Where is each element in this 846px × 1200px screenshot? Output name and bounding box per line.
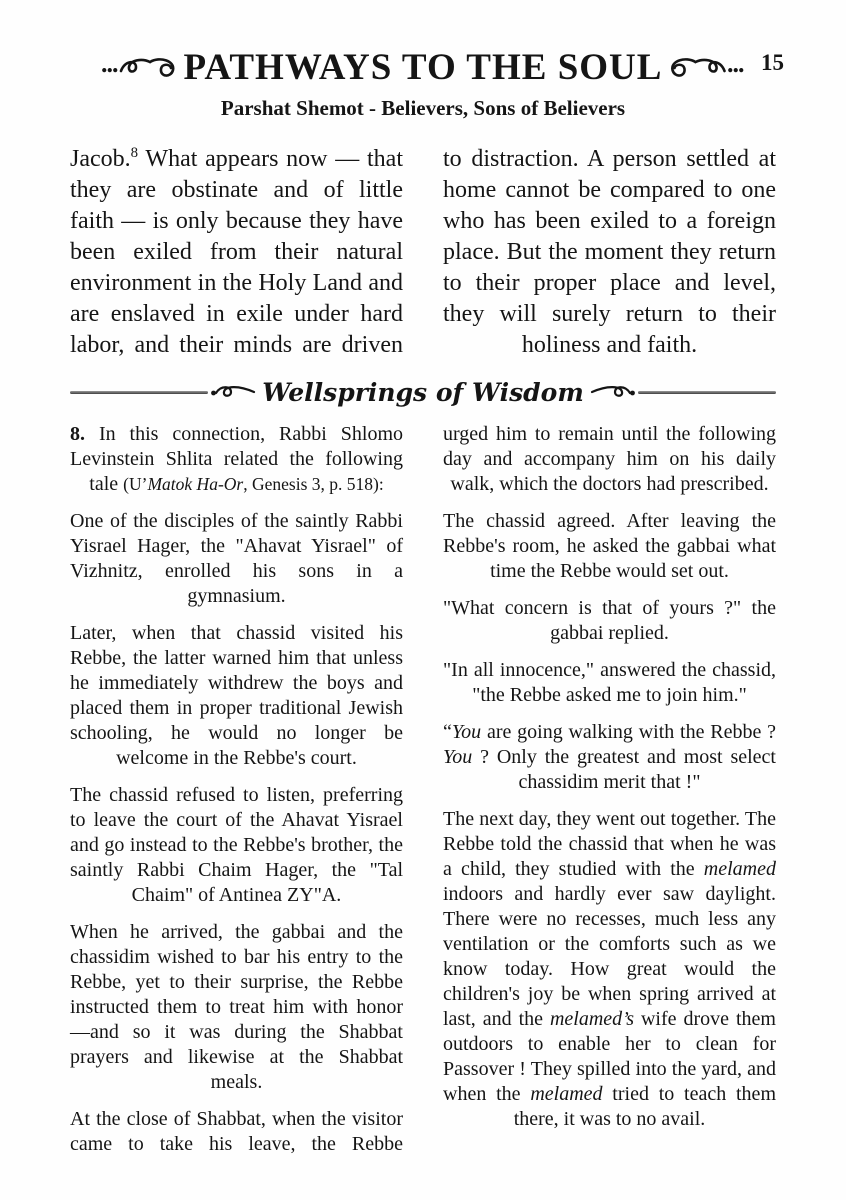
footnote-paragraph [70, 783, 403, 908]
text-run: 8. [70, 423, 85, 445]
footnote-left-column [70, 422, 403, 1169]
swirl-icon [590, 383, 636, 403]
page-title: PATHWAYS TO THE SOUL [183, 46, 663, 88]
text-run: The chassid agreed. After leaving the Rebbe's room, he asked the gabbai what time the Rebbe would set out. [443, 510, 776, 582]
text-run: melamed [530, 1083, 603, 1105]
flourish-right-icon [668, 51, 745, 83]
ornament-dots: ... [728, 49, 745, 78]
text-run: are going walking with the Rebbe ? [481, 721, 776, 743]
main-left-column [70, 144, 403, 361]
text-run: Jacob. [70, 146, 131, 172]
divider-title: Wellsprings of Wisdom [262, 378, 584, 407]
swirl-icon [210, 383, 256, 403]
paragraph [443, 144, 776, 361]
footnote-paragraph [443, 807, 776, 1132]
text-run: When he arrived, the gabbai and the chassidim wished to bar his entry to the Rebbe, yet to their surprise, the Rebbe instructed them to treat him with honor—and so it was during the Shabbat prayers and likewise at the Shabbat meals. [70, 921, 403, 1093]
footnote-paragraph [70, 509, 403, 609]
footnote-paragraph [443, 596, 776, 646]
text-run: The chassid refused to listen, preferring to leave the court of the Ahavat Yisrael and go instead to the Rebbe's brother, the saintly Rabbi Chaim Hager, the "Tal Chaim" of Antinea ZY"A. [70, 784, 403, 906]
footnote-paragraph [70, 422, 403, 497]
page-subtitle: Parshat Shemot - Believers, Sons of Believers [220, 96, 626, 120]
text-run: "What concern is that of yours ?" the gabbai replied. [443, 597, 776, 644]
text-run: The next day, they went out together. The Rebbe told the chassid that when he was a child, they studied with the [443, 808, 776, 880]
text-run: melamed [703, 858, 776, 880]
text-run: You [451, 721, 482, 743]
swirl-icon [668, 53, 728, 81]
footnote-right-column [443, 422, 776, 1169]
text-run: melamed’s [549, 1008, 635, 1030]
main-right-column [443, 144, 776, 361]
text-run: At the close of Shabbat, when the visitor came to take his leave, the Rebbe [70, 1108, 403, 1155]
divider-line [638, 391, 776, 394]
text-run: 8 [130, 145, 139, 161]
text-run: wife drove them outdoors to enable her to clean for Passover ! They spilled into the yard, and when the [443, 1008, 776, 1105]
text-run: One of the disciples of the saintly Rabbi Yisrael Hager, the "Ahavat Yisrael" of Vizhnitz, enrolled his sons in a gymnasium. [70, 510, 403, 607]
footnotes-section [70, 422, 776, 1169]
text-run: , Genesis 3, p. 518): [243, 474, 384, 494]
text-run: to distraction. A person settled at home cannot be compared to one who has been exiled to a foreign place. But the moment they return to their proper place and level, they will surely return to their holiness and faith. [443, 146, 776, 358]
text-run: Matok Ha-Or [147, 474, 244, 494]
page-number: 15 [761, 50, 784, 75]
main-text-section [70, 144, 776, 361]
text-run: What appears now — that they are obstinate and of little faith — is only because they have been exiled from their natural environment in the Holy Land and are enslaved in exile under hard labor, and their minds are driven [70, 146, 403, 358]
text-run: urged him to remain until the following day and accompany him on his daily walk, which the doctors had prescribed. [443, 423, 776, 495]
text-run: ? Only the greatest and most select chassidim merit that !" [472, 746, 776, 793]
page-header [70, 42, 784, 121]
divider-line [70, 391, 208, 394]
footnote-paragraph [70, 920, 403, 1095]
text-run: Later, when that chassid visited his Rebbe, the latter warned him that unless he immediately withdrew the boys and placed them in proper traditional Jewish schooling, he would no longer be welcome in the Rebbe's court. [70, 622, 403, 769]
text-run: (U’ [123, 474, 148, 494]
divider-flourish-left-icon [208, 383, 258, 403]
footnote-paragraph [443, 422, 776, 497]
text-run: indoors and hardly ever saw daylight. There were no recesses, much less any ventilation or the comforts such as we know today. How great would the children's joy be when spring arrived at last, and the [443, 883, 776, 1030]
text-run: You [443, 746, 473, 768]
paragraph [70, 144, 403, 361]
footnote-paragraph [70, 1107, 403, 1157]
flourish-left-icon [101, 51, 178, 83]
section-divider [70, 378, 776, 407]
footnote-paragraph [443, 509, 776, 584]
footnote-paragraph [443, 658, 776, 708]
text-run: In this connection, Rabbi Shlomo Levinstein Shlita related the following tale [70, 423, 403, 495]
title-row [70, 42, 784, 92]
text-run: tried to teach them there, it was to no avail. [513, 1083, 776, 1130]
swirl-icon [118, 53, 178, 81]
text-run: “ [443, 721, 452, 743]
divider-flourish-right-icon [588, 383, 638, 403]
text-run: "In all innocence," answered the chassid, "the Rebbe asked me to join him." [443, 659, 776, 706]
footnote-paragraph [70, 621, 403, 771]
footnote-paragraph [443, 720, 776, 795]
ornament-dots: ... [101, 49, 118, 78]
